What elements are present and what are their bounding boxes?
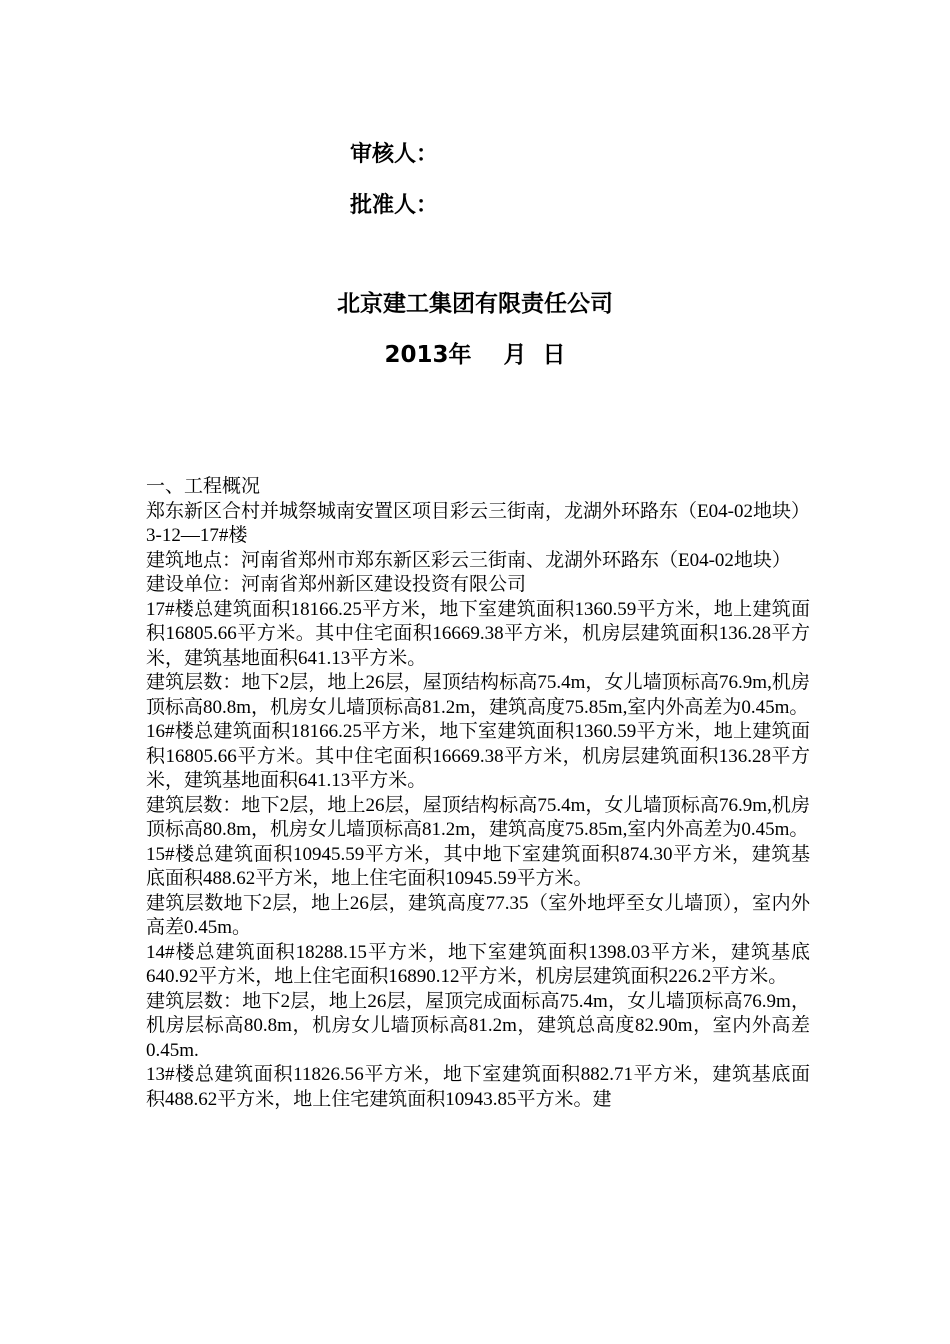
date-text: 2013年 月 日 <box>384 342 566 368</box>
building-15-floors: 建筑层数地下2层，地上26层，建筑高度77.35（室外地坪至女儿墙顶），室内外高差0.45m。 <box>146 892 810 938</box>
construction-unit: 建设单位：河南省郑州新区建设投资有限公司 <box>146 574 527 595</box>
building-13-area: 13#楼总建筑面积11826.56平方米，地下室建筑面积882.71平方米，建筑基底面积488.62平方米，地上住宅建筑面积10943.85平方米。建 <box>146 1064 810 1110</box>
building-16-area: 16#楼总建筑面积18166.25平方米，地下室建筑面积1360.59平方米，地上建筑面积16805.66平方米。其中住宅面积16669.38平方米，机房层建筑面积136.28平方米，建筑基地面积641.13平方米。 <box>146 721 810 791</box>
approver-label: 批准人： <box>350 193 439 218</box>
building-15-area: 15#楼总建筑面积10945.59平方米，其中地下室建筑面积874.30平方米，建筑基底面积488.62平方米，地上住宅面积10945.59平方米。 <box>146 843 810 889</box>
company-name: 北京建工集团有限责任公司 <box>337 291 613 317</box>
reviewer-label: 审核人： <box>350 142 439 167</box>
construction-site: 建筑地点：河南省郑州市郑东新区彩云三街南、龙湖外环路东（E04-02地块） <box>146 549 791 571</box>
section-heading: 一、工程概况 <box>146 476 261 497</box>
building-14-area: 14#楼总建筑面积18288.15平方米，地下室建筑面积1398.03平方米，建筑基底640.92平方米，地上住宅面积16890.12平方米，机房层建筑面积226.2平方米。 <box>146 941 810 987</box>
project-overview <box>146 475 810 1112</box>
document-date <box>0 336 950 369</box>
project-name: 郑东新区合村并城祭城南安置区项目彩云三街南，龙湖外环路东（E04-02地块）3-12—17#楼 <box>146 500 810 546</box>
building-17-floors: 建筑层数：地下2层，地上26层，屋顶结构标高75.4m，女儿墙顶标高76.9m,机房顶标高80.8m，机房女儿墙顶标高81.2m，建筑高度75.85m,室内外高差为0.45m。 <box>146 672 810 718</box>
building-14-floors: 建筑层数：地下2层，地上26层，屋顶完成面标高75.4m，女儿墙顶标高76.9m，机房层标高80.8m，机房女儿墙顶标高81.2m，建筑总高度82.90m，室内外高差0.45m. <box>146 990 810 1061</box>
building-16-floors: 建筑层数：地下2层，地上26层，屋顶结构标高75.4m，女儿墙顶标高76.9m,机房顶标高80.8m，机房女儿墙顶标高81.2m，建筑高度75.85m,室内外高差为0.45m。 <box>146 794 810 840</box>
building-17-area: 17#楼总建筑面积18166.25平方米，地下室建筑面积1360.59平方米，地上建筑面积16805.66平方米。其中住宅面积16669.38平方米，机房层建筑面积136.28平方米，建筑基地面积641.13平方米。 <box>146 598 810 669</box>
